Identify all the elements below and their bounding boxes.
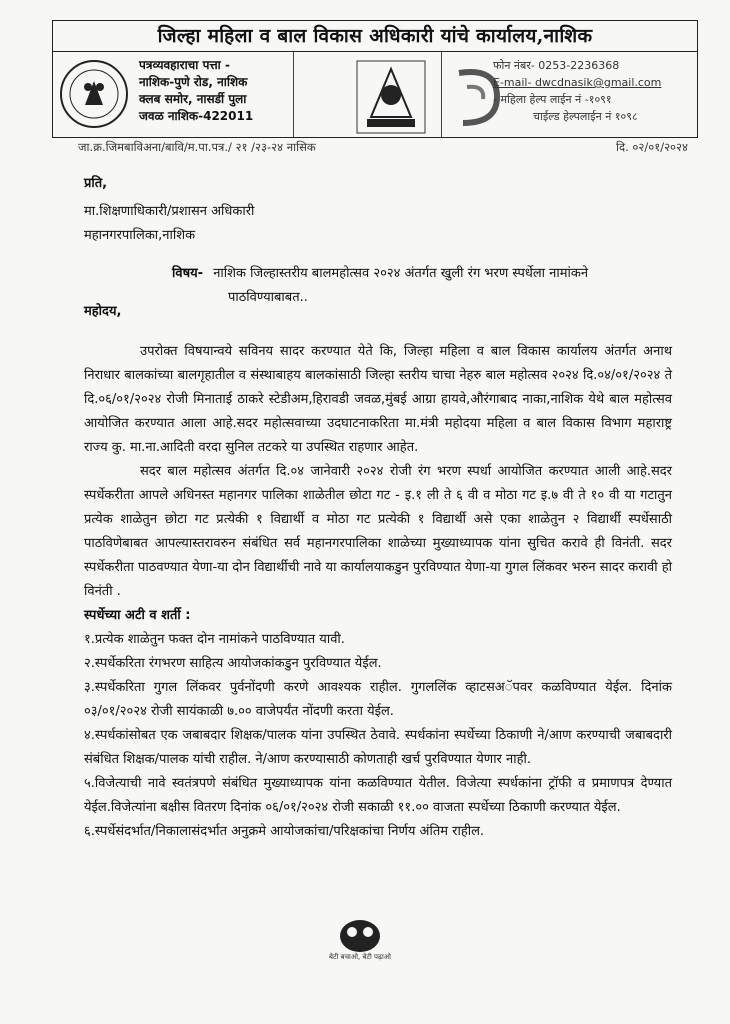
condition-item: ३.स्पर्धेकरिता गुगल लिंकवर पुर्वनोंदणी करणे आवश्यक राहील. गुगललिंक व्हाटसअॅपवर कळविण्यात येईल. दिनांक ०३/०१/२०२४ रोजी सायंकाळी ७.०० वाजेपर्यंत नोंदणी करता येईल.	[84, 680, 672, 719]
reference-line	[78, 140, 688, 155]
postal-address	[139, 57, 369, 125]
child-helpline: चाईल्ड हेल्पलाईन नं १०९८	[533, 110, 638, 123]
email-line: E-mail- dwcdnasik@gmail.com	[493, 76, 662, 89]
subject-text: नाशिक जिल्हास्तरीय बालमहोत्सव २०२४ अंतर्गत खुली रंग भरण स्पर्धेला नामांकने	[213, 266, 589, 281]
recipient-to: प्रति,	[84, 176, 108, 191]
letterhead	[52, 20, 698, 138]
paragraph: सदर बाल महोत्सव अंतर्गत दि.०४ जानेवारी २०२४ रोजी रंग भरण स्पर्धा आयोजित करण्यात आली आहे.सदर स्पर्धेकरीता आपले अधिनस्त महानगर पालिका शाळेतील छोटा गट - इ.१ ली ते ६ वी व मोठा गट इ.७ वी ते १० वी या गटातुन प्रत्येक शाळेतुन छोटा गट प्रत्येकी १ विद्यार्थी व मोठा गट प्रत्येकी १ विद्यार्थी असे एका शाळेतुन २ विद्यार्थी स्पर्धेसाठी पाठविणेबाबत आपल्यास्तरावरुन संबंधित सर्व महानगरपालिका शाळेच्या मुख्याध्यापक यांना सुचित करावे ही विनंती. सदर स्पर्धेकरीता पाठवण्यात येणा-या दोन विद्यार्थीची नावे या कार्यालयाकडुन पुरविण्यात येणा-या गुगल लिंकवर भरुन सादर करावी हो विनंती .	[84, 464, 672, 599]
condition-item: ५.विजेत्याची नावे स्वतंत्रपणे संबंधित मुख्याध्यापक यांना कळविण्यात येतील. विजेत्या स्पर्धकांना ट्रॉफी व प्रमाणपत्र देण्यात येईल.विजेत्यांना बक्षीस वितरण दिनांक ०६/०१/२०२४ रोजी सकाळी ११.०० वाजता स्पर्धेच्या ठिकाणी करण्यात येईल.	[84, 776, 672, 815]
condition-item: ६.स्पर्धेसंदर्भात/निकालासंदर्भात अनुक्रमे आयोजकांचा/परिक्षकांचा निर्णय अंतिम राहील.	[84, 824, 485, 839]
phone-line: फोन नंबर- 0253-2236368	[493, 59, 620, 72]
address-line: पत्रव्यवहाराचा पत्ता -	[139, 58, 230, 72]
condition-item: २.स्पर्धेकरिता रंगभरण साहित्य आयोजकांकडुन पुरविण्यात येईल.	[84, 656, 382, 671]
divider	[293, 51, 294, 137]
letter-body	[60, 170, 672, 248]
women-helpline: - महिला हेल्प लाईन नं -१०९१	[493, 93, 612, 106]
contact-block	[493, 57, 698, 125]
office-title: जिल्हा महिला व बाल विकास अधिकारी यांचे कार्यालय,नाशिक	[53, 23, 697, 52]
subject-label: विषय-	[172, 266, 204, 281]
salutation: महोदय,	[84, 304, 122, 319]
recipient-line: मा.शिक्षणाधिकारी/प्रशासन अधिकारी	[84, 204, 255, 219]
condition-item: १.प्रत्येक शाळेतुन फक्त दोन नामांकने पाठविण्यात यावी.	[84, 632, 345, 647]
department-seal-icon	[57, 57, 131, 131]
address-line: जवळ नाशिक-422011	[139, 109, 254, 123]
conditions-heading: स्पर्धेच्या अटी व शर्ती :	[84, 608, 191, 623]
subject-text: पाठविण्याबाबत..	[228, 290, 308, 305]
letter-main	[60, 300, 672, 844]
paragraph: उपरोक्त विषयान्वये सविनय सादर करण्यात येते कि, जिल्हा महिला व बाल विकास कार्यालय अंतर्गत अनाथ निराधार बालकांच्या बालगृहातील व संस्थाबाहय बालकांसाठी जिल्हा स्तरीय चाचा नेहरु बाल महोत्सव २०२४ दि.०४/०१/२०२४ ते दि.०६/०१/२०२४ रोजी मिनाताई ठाकरे स्टेडीअम,हिरावडी जवळ,मुंबई आग्रा हायवे,औरंगाबाद नाका,नाशिक येथे बाल महोत्सव आयोजित करण्यात आला आहे.सदर महोत्सवाच्या उदघाटनाकरिता मा.मंत्री महोदया महिला व बाल विकास विभाग महाराष्ट्र राज्य कु. मा.ना.आदिती वरदा सुनिल तटकरे या उपस्थित राहणार आहेत.	[84, 344, 672, 455]
recipient-line: महानगरपालिका,नाशिक	[84, 228, 196, 243]
address-line: क्लब समोर, नासर्डी पुला	[139, 92, 247, 106]
beti-bachao-logo-icon	[334, 912, 386, 956]
address-line: नाशिक-पुणे रोड, नाशिक	[139, 75, 248, 89]
state-emblem-icon	[353, 57, 429, 137]
divider	[441, 51, 442, 137]
conditions-list	[60, 628, 672, 844]
letter-date: दि. ०२/०१/२०२४	[616, 140, 688, 154]
reference-number: जा.क्र.जिमबाविअना/बावि/म.पा.पत्र./ २१ /२३-२४ नासिक	[78, 140, 316, 154]
footer-tagline: बेटी बचाओ, बेटी पढ़ाओ	[329, 953, 391, 961]
condition-item: ४.स्पर्धकांसोबत एक जबाबदार शिक्षक/पालक यांना उपस्थित ठेवावे. स्पर्धकांना स्पर्धेच्या ठिकाणी ने/आण करण्याची जबाबदारी संबंधित शिक्षक/पालक यांची राहील. ने/आण करण्यासाठी कोणताही खर्च पुरविण्यात येणार नाही.	[84, 728, 672, 767]
